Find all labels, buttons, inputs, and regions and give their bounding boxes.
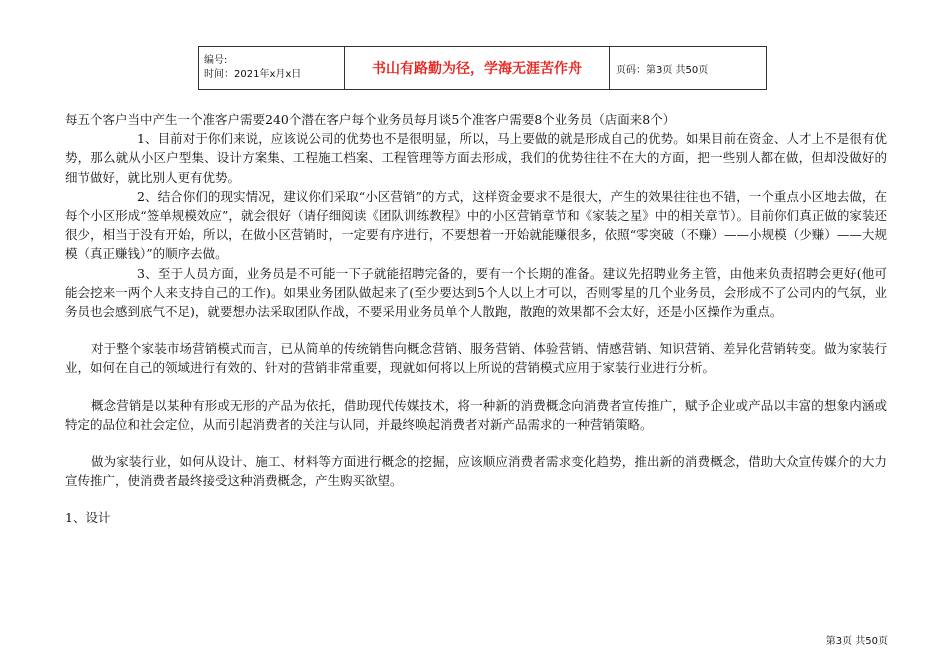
header-motto-cell	[345, 47, 610, 90]
document-body	[65, 110, 887, 528]
number-label: 编号:	[204, 55, 228, 66]
paragraph-concept-marketing: 概念营销是以某种有形或无形的产品为依托，借助现代传媒技术，将一种新的消费概念向消费者宣传推广，赋予企业或产品以丰富的想象内涵或特定的品位和社会定位，从而引起消费者的关注与认同，并最终唤起消费者对新产品需求的一种营销策略。	[65, 397, 887, 432]
page-number-label: 页码：第3页 共50页	[616, 64, 709, 76]
summary-line: 每五个客户当中产生一个准客户需要240个潜在客户每个业务员每月谈5个准客户需要8个业务员（店面来8个）	[65, 112, 676, 127]
header-page-cell	[610, 47, 767, 90]
paragraph-marketing-modes: 对于整个家装市场营销模式而言，已从简单的传统销售向概念营销、服务营销、体验营销、情感营销、知识营销、差异化营销转变。做为家装行业，如何在自己的领域进行有效的、针对的营销非常重要，现就如何将以上所说的营销模式应用于家装行业进行分析。	[65, 341, 887, 376]
paragraph-advantage: 1、目前对于你们来说，应该说公司的优势也不是很明显，所以，马上要做的就是形成自己的优势。如果目前在资金、人才上不是很有优势，那么就从小区户型集、设计方案集、工程施工档案、工程管理等方面去形成，我们的优势往往不在大的方面，把一些别人都在做，但却没做好的细节做好，就比别人更有优势。	[65, 131, 887, 185]
page-footer: 第3页 共50页	[825, 636, 888, 647]
header-meta-cell	[199, 47, 345, 90]
motto-text: 书山有路勤为径，学海无涯苦作舟	[372, 61, 582, 77]
time-label: 时间：2021年x月x日	[204, 69, 302, 80]
paragraph-community-marketing: 2、结合你们的现实情况，建议你们采取“小区营销”的方式，这样资金要求不是很大，产生的效果往往也不错，一个重点小区地去做，在每个小区形成“签单规模效应”，就会很好（请仔细阅读《团队训练教程》中的小区营销章节和《家装之星》中的相关章节）。目前你们真正做的家装还很少，相当于没有开始，所以，在做小区营销时，一定要有序进行，不要想着一开始就能赚很多，依照“零突破（不赚）——小规模（少赚）——大规模（真正赚钱）”的顺序去做。	[65, 188, 887, 262]
paragraph-staffing: 3、至于人员方面，业务员是不可能一下子就能招聘完备的，要有一个长期的准备。建议先招聘业务主管，由他来负责招聘会更好(他可能会挖来一两个人来支持自己的工作)。如果业务团队做起来了(至少要达到5个人以上才可以，否则零星的几个业务员，会形成不了公司内的气氛，业务员也会感到底气不足)，就要想办法采取团队作战，不要采用业务员单个人散跑，散跑的效果都不会太好，还是小区操作为重点。	[65, 265, 887, 320]
paragraph-concept-mining: 做为家装行业，如何从设计、施工、材料等方面进行概念的挖掘，应该顺应消费者需求变化趋势，推出新的消费概念，借助大众宣传媒介的大力宣传推广，使消费者最终接受这种消费概念，产生购买欲望。	[65, 454, 887, 489]
section-heading-design: 1、设计	[65, 510, 111, 526]
document-header-table	[198, 46, 767, 90]
